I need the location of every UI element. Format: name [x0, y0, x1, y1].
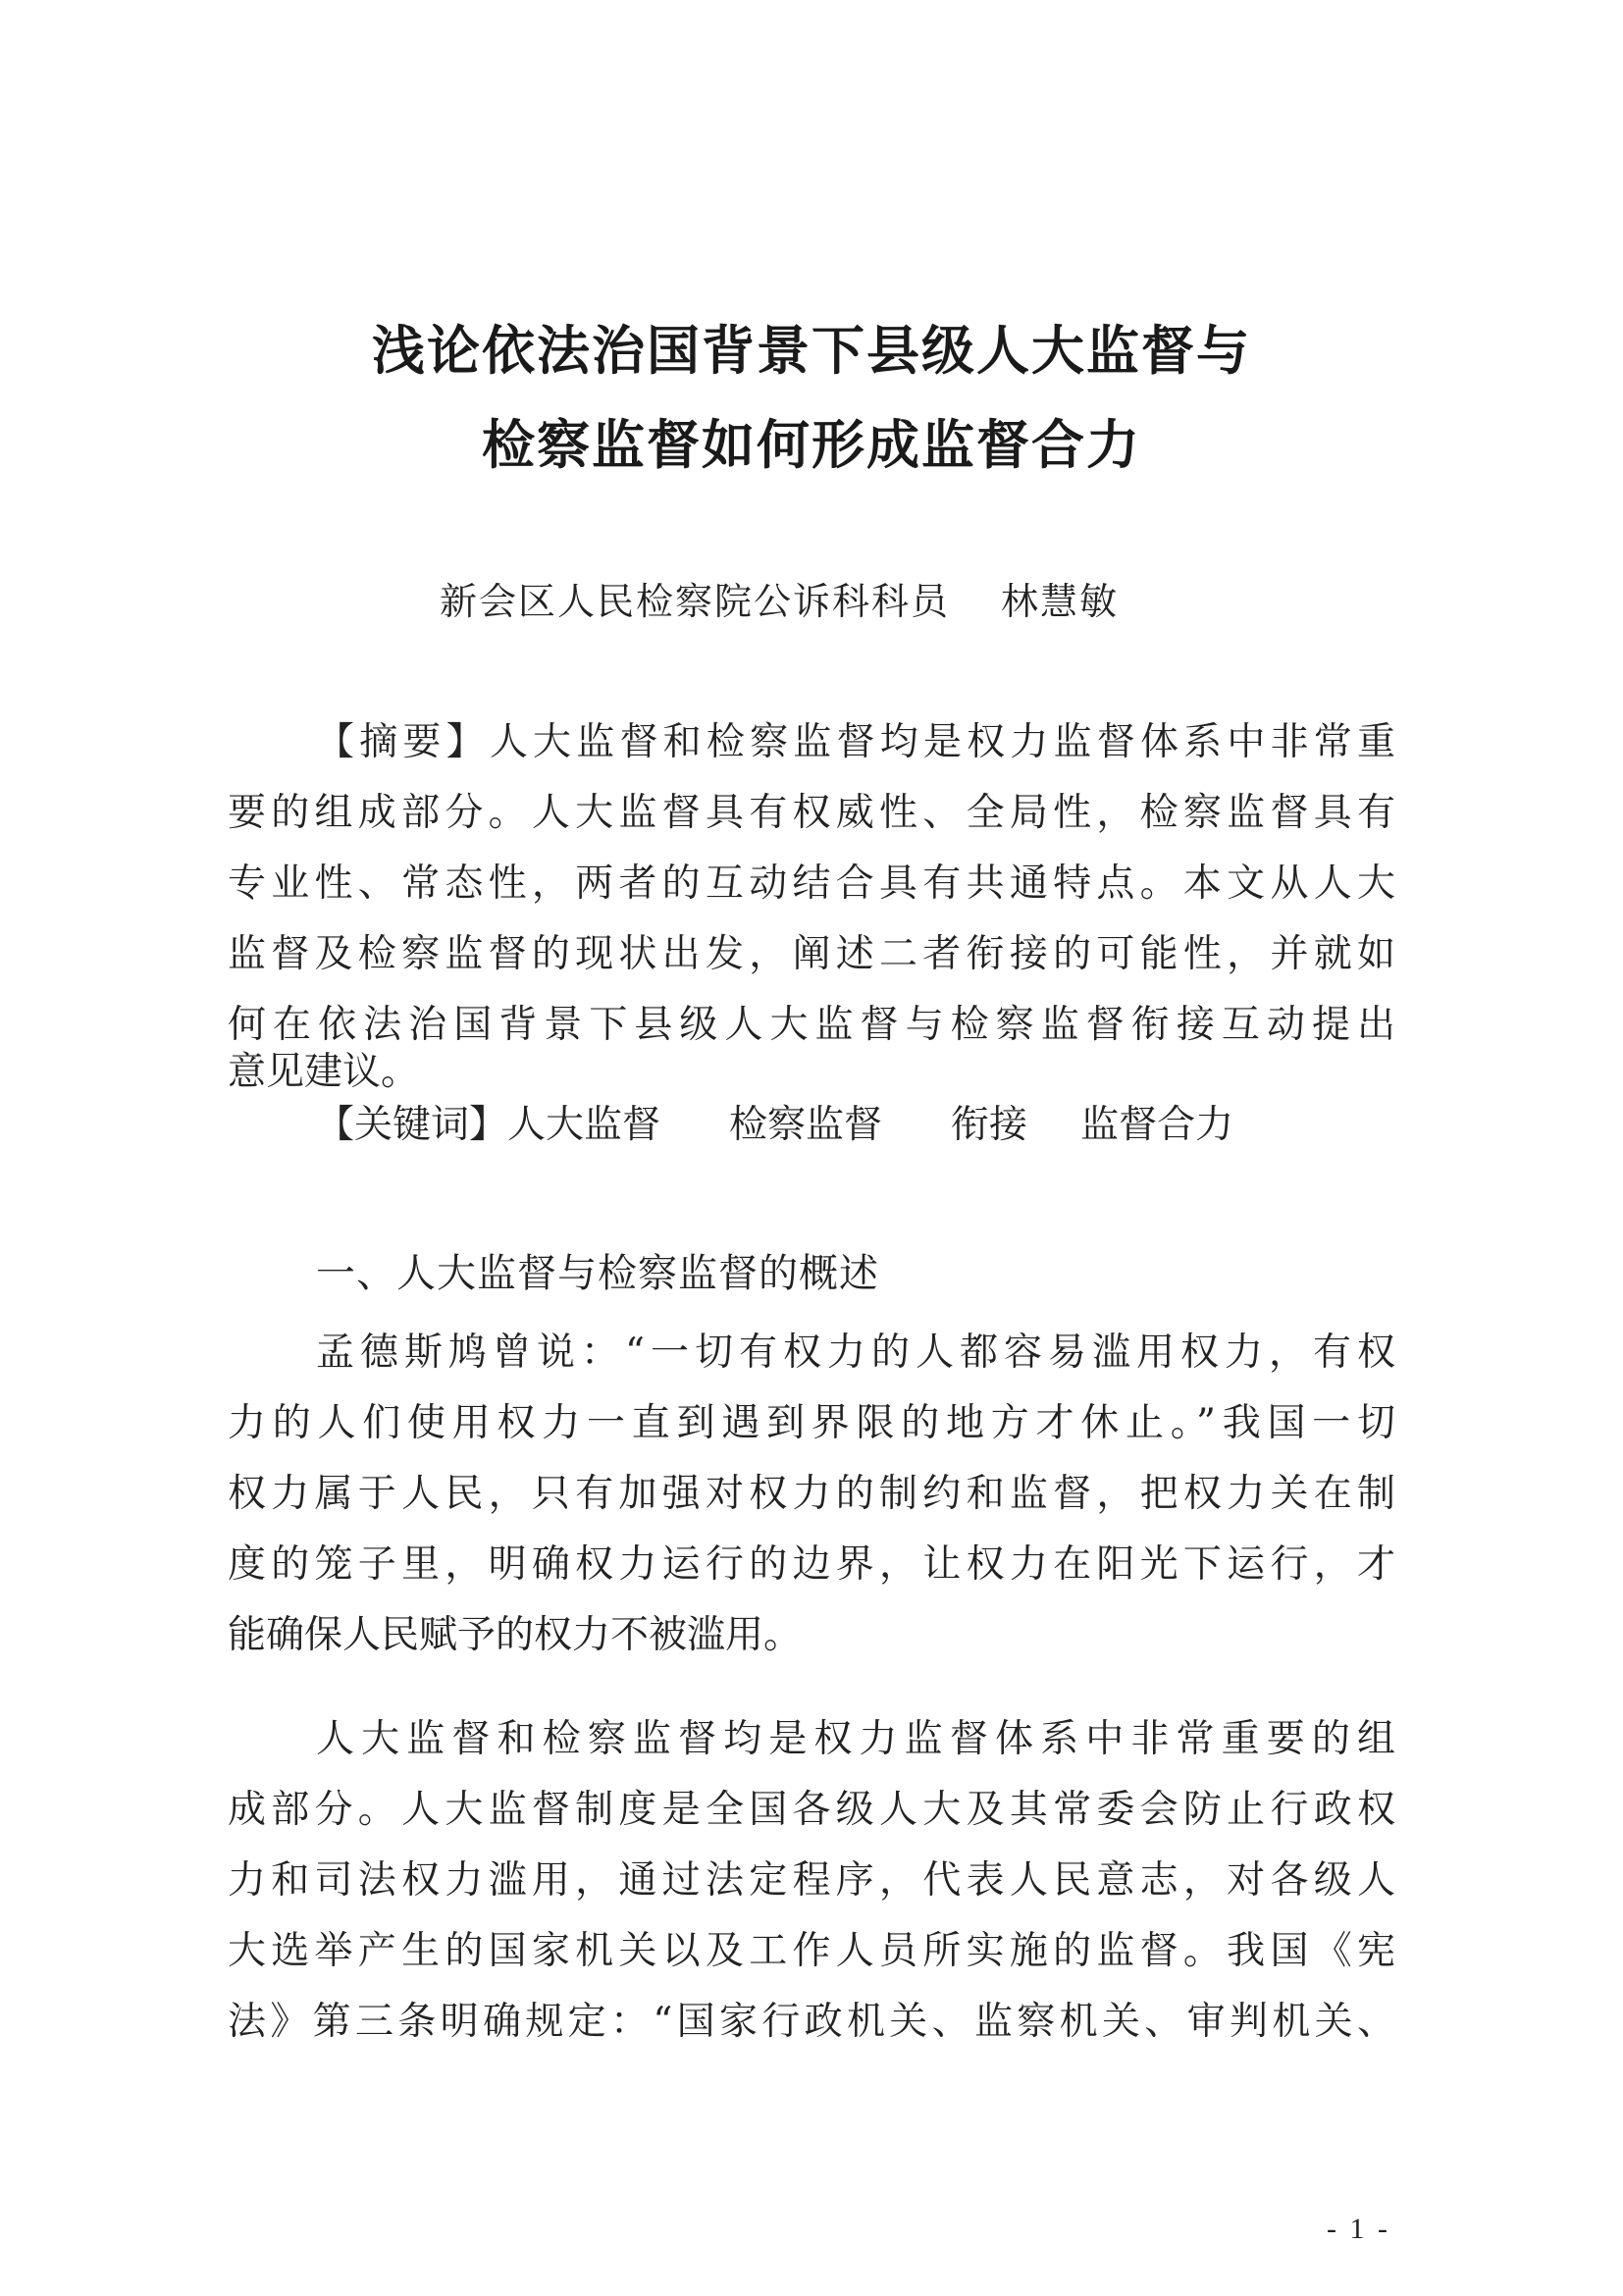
keyword: 监督合力: [1080, 1103, 1234, 1147]
paragraph-line: 孟德斯鸠曾说：“一切有权力的人都容易滥用权力，有权: [316, 1331, 1395, 1375]
keywords-label: 【关键词】: [316, 1103, 508, 1147]
author-line: [440, 574, 1119, 629]
paragraph-line: 度的笼子里，明确权力运行的边界，让权力在阳光下运行，才: [228, 1542, 1395, 1587]
keyword: 衔接: [951, 1103, 1028, 1147]
abstract-line: 意见建议。: [228, 1050, 420, 1094]
document-title-line-2: 检察监督如何形成监督合力: [482, 414, 1141, 476]
paragraph-line: 成部分。人大监督制度是全国各级人大及其常委会防止行政权: [228, 1788, 1395, 1832]
keyword: 人大监督: [507, 1103, 661, 1147]
abstract-line: 【摘要】人大监督和检察监督均是权力监督体系中非常重: [316, 720, 1395, 764]
paragraph-line: 能确保人民赋予的权力不被滥用。: [228, 1613, 803, 1657]
paragraph-line: 大选举产生的国家机关以及工作人员所实施的监督。我国《宪: [228, 1929, 1395, 1973]
page-number: - 1 -: [1327, 2213, 1390, 2245]
paragraph-line: 法》第三条明确规定：“国家行政机关、监察机关、审判机关、: [228, 2000, 1395, 2044]
paragraph-line: 权力属于人民，只有加强对权力的制约和监督，把权力关在制: [228, 1472, 1395, 1516]
abstract-line: 专业性、常态性，两者的互动结合具有共通特点。本文从人大: [228, 861, 1395, 906]
author-name: 林慧敏: [1001, 580, 1120, 623]
abstract-line: 要的组成部分。人大监督具有权威性、全局性，检察监督具有: [228, 791, 1395, 835]
document-title-line-1: 浅论依法治国背景下县级人大监督与: [372, 320, 1251, 382]
keyword: 检察监督: [729, 1103, 883, 1147]
author-affiliation: 新会区人民检察院公诉科科员: [440, 580, 951, 623]
paragraph-line: 人大监督和检察监督均是权力监督体系中非常重要的组: [316, 1717, 1395, 1761]
section-heading: 一、人大监督与检察监督的概述: [316, 1251, 879, 1296]
keywords-line: [316, 1097, 1233, 1154]
paragraph-line: 力和司法权力滥用，通过法定程序，代表人民意志，对各级人: [228, 1858, 1395, 1903]
abstract-line: 监督及检察监督的现状出发，阐述二者衔接的可能性，并就如: [228, 932, 1395, 976]
abstract-line: 何在依法治国背景下县级人大监督与检察监督衔接互动提出: [228, 1003, 1395, 1047]
paragraph-line: 力的人们使用权力一直到遇到界限的地方才休止。”我国一切: [228, 1401, 1395, 1445]
